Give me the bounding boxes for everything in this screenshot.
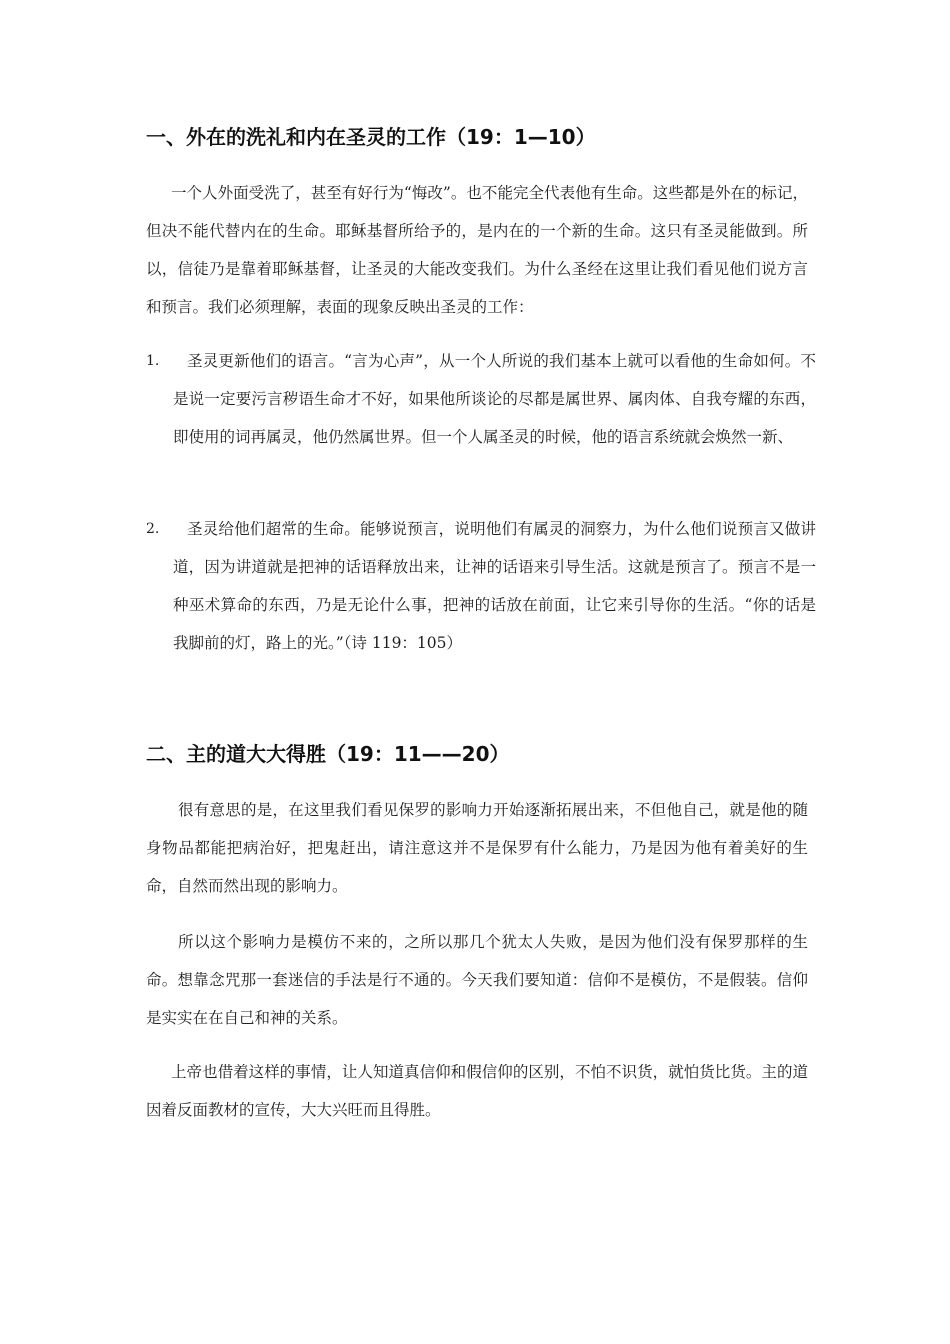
list-item-number: 2. — [146, 521, 160, 537]
section-1-heading: 一、外在的洗礼和内在圣灵的工作（19：1—10） — [146, 125, 596, 149]
section-2-paragraph: 很有意思的是，在这里我们看见保罗的影响力开始逐渐拓展出来，不但他自己，就是他的随身物品都能把病治好，把鬼赶出，请注意这并不是保罗有什么能力，乃是因为他有着美好的生命，自然而然出现的影响力。 — [146, 801, 808, 895]
section-1-paragraph: 一个人外面受洗了，甚至有好行为“悔改”。也不能完全代表他有生命。这些都是外在的标记，但决不能代替内在的生命。耶稣基督所给予的，是内在的一个新的生命。这只有圣灵能做到。所以，信徒乃是靠着耶稣基督，让圣灵的大能改变我们。为什么圣经在这里让我们看见他们说方言和预言。我们必须理解，表面的现象反映出圣灵的工作： — [146, 184, 808, 316]
list-item — [146, 342, 818, 456]
list-item-number: 1. — [146, 353, 160, 369]
section-2-heading: 二、主的道大大得胜（19：11——20） — [146, 742, 510, 766]
list-item — [146, 510, 818, 662]
section-2-paragraph: 上帝也借着这样的事情，让人知道真信仰和假信仰的区别，不怕不识货，就怕货比货。主的道因着反面教材的宣传，大大兴旺而且得胜。 — [146, 1063, 808, 1119]
section-2-paragraph: 所以这个影响力是模仿不来的，之所以那几个犹太人失败，是因为他们没有保罗那样的生命。想靠念咒那一套迷信的手法是行不通的。今天我们要知道：信仰不是模仿，不是假装。信仰是实实在在自己和神的关系。 — [146, 933, 808, 1027]
list-item-text: 圣灵更新他们的语言。“言为心声”，从一个人所说的我们基本上就可以看他的生命如何。不是说一定要污言秽语生命才不好，如果他所谈论的尽都是属世界、属肉体、自我夸耀的东西，即使用的词再属灵，他仍然属世界。但一个人属圣灵的时候，他的语言系统就会焕然一新、 — [173, 352, 816, 446]
list-item-text: 圣灵给他们超常的生命。能够说预言，说明他们有属灵的洞察力，为什么他们说预言又做讲道，因为讲道就是把神的话语释放出来，让神的话语来引导生活。这就是预言了。预言不是一种巫术算命的东西，乃是无论什么事，把神的话放在前面，让它来引导你的生活。“你的话是我脚前的灯，路上的光。”（诗 119：105） — [173, 520, 816, 652]
